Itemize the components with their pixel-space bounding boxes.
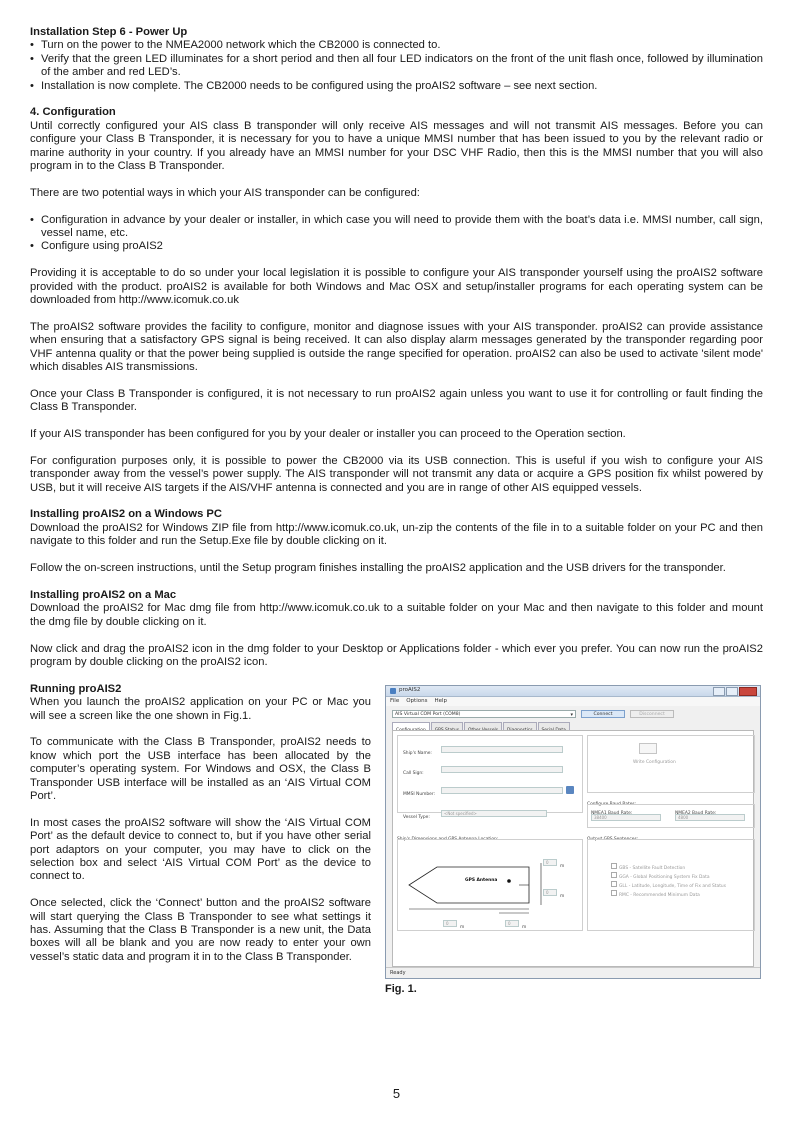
step6-bullet-list	[30, 39, 763, 93]
vessel-type-select: <Not specified>	[441, 810, 547, 817]
write-configuration-button: Write Configuration	[633, 759, 676, 765]
output-sentences-label: Output GPS Sentences:	[587, 836, 639, 842]
paragraph: There are two potential ways in which your AIS transponder can be configured:	[30, 186, 420, 199]
nmea1-select: 38400	[591, 814, 661, 821]
list-item: • Configure using proAIS2	[30, 240, 763, 253]
sentence-gbs: GBS - Satellite Fault Detection	[619, 865, 686, 871]
close-icon	[739, 687, 757, 696]
paragraph: When you launch the proAIS2 application on your PC or Mac you will see a screen like the one shown in Fig.1.	[30, 696, 371, 722]
paragraph: Follow the on-screen instructions, until the Setup program finishes installing the proAIS2 application and the USB drivers for the transponder.	[30, 562, 726, 575]
dim-field-a: 0	[543, 859, 557, 866]
mmsi-field	[441, 787, 563, 794]
dim-field-c: 0	[443, 920, 457, 927]
paragraph: Download the proAIS2 for Windows ZIP file from http://www.icomuk.co.uk, un-zip the contents of the file in to a suitable folder on your PC and then navigate to this folder and run the Setup.Exe file by double clicking on it.	[30, 521, 763, 548]
config-heading: 4. Configuration	[30, 106, 116, 119]
configuration-panel: Ship's Name: Call Sign: MMSI Number: Vessel Type: <Not specified> Write Configuration Configure Baud Rates: 38400 4800 Ship's Dimensions and GPS Antenna Location: GPS Antenna 0 m 0 m 0 m 0 m Output GPS Sentences: GBS - Satellite Fault Detection GGA - Global Positioning System Fix Data GLL - Latitude, Longitude, Time of Fix and Status RMC - Recommended Minimum Data	[392, 730, 754, 967]
page-body	[30, 26, 763, 1003]
window-title: proAIS2	[399, 687, 421, 693]
mac-heading: Installing proAIS2 on a Mac	[30, 588, 177, 601]
list-item: • Installation is now complete. The CB2000 needs to be configured using the proAIS2 software – see next section.	[30, 80, 763, 93]
sentence-rmc: RMC - Recommended Minimum Data	[619, 892, 700, 898]
menu-bar	[386, 697, 760, 706]
vessel-type-label: Vessel Type:	[403, 814, 430, 820]
menu-help: Help	[434, 697, 447, 704]
paragraph: Until correctly configured your AIS class B transponder will only receive AIS messages and will not transmit AIS messages. Before you can configure your Class B Transponder, it is necessary for you to have a unique MMSI number that has been issued to you by the relevant radio or marine authority in your country. If you already have an MMSI number for your DSC VHF Radio, then this is the MMSI number that you will also program in to the Class B Transponder.	[30, 119, 763, 173]
paragraph: To communicate with the Class B Transponder, proAIS2 needs to know which port the USB interface has been allocated by the computer’s operating system. For Windows and OSX, the Class B Transponder USB interface will be installed as an ‘AIS Virtual COM Port’.	[30, 736, 371, 802]
menu-file: File	[390, 697, 400, 704]
sentence-gll: GLL - Latitude, Longitude, Time of Fix and Status	[619, 883, 726, 889]
paragraph: For configuration purposes only, it is possible to power the CB2000 via its USB connection. This is useful if you wish to configure your AIS transponder away from the vessel’s power supply. The AIS transponder will not transmit any data or acquire a GPS position fix whilst powered by USB, but it will receive AIS targets if the AIS/VHF antenna is connected and you are in range of other AIS equipped vessels.	[30, 454, 763, 494]
paragraph: Once your Class B Transponder is configured, it is not necessary to run proAIS2 again unless you want to use it for controlling or fault finding the Class B Transponder.	[30, 387, 763, 414]
list-item: • Configuration in advance by your dealer or installer, in which case you will need to provide them with the boat’s data i.e. MMSI number, call sign, vessel name, etc.	[30, 214, 763, 241]
call-sign-field	[441, 766, 563, 773]
connect-button: Connect	[581, 710, 625, 718]
maximize-icon	[726, 687, 738, 696]
dropdown-arrow-icon: ▾	[570, 711, 573, 718]
port-select: AIS Virtual COM Port (COM8) ▾	[392, 710, 576, 718]
paragraph: Download the proAIS2 for Mac dmg file from http://www.icomuk.co.uk to a suitable folder on your Mac and then navigate to this folder and mount the dmg file by double clicking on it.	[30, 602, 763, 628]
sentence-gga: GGA - Global Positioning System Fix Data	[619, 874, 710, 880]
paragraph: The proAIS2 software provides the facility to configure, monitor and diagnose issues with your AIS transponder. proAIS2 can provide assistance when ensuring that a satisfactory GPS signal is being received. It can also display alarm messages generated by the transponder regarding poor VHF antenna quality or that the power being supplied is outside the range specified for operation. proAIS2 can also be used to activate 'silent mode' which disables AIS transmissions.	[30, 320, 763, 374]
write-icon	[639, 743, 657, 754]
running-section	[30, 683, 371, 964]
paragraph: Providing it is acceptable to do so under your local legislation it is possible to configure your AIS transponder yourself using the proAIS2 software provided with the product. proAIS2 is available for both Windows and Mac OSX and setup/installer programs for each operating system can be downloaded from http://www.icomuk.co.uk	[30, 267, 763, 307]
running-heading: Running proAIS2	[30, 682, 122, 695]
dim-field-b: 0	[543, 889, 557, 896]
config-bullet-list	[30, 214, 763, 254]
step6-heading: Installation Step 6 - Power Up	[30, 26, 188, 38]
gps-antenna-label: GPS Antenna	[465, 877, 498, 883]
dim-field-d: 0	[505, 920, 519, 927]
dimensions-label: Ship's Dimensions and GPS Antenna Location:	[397, 836, 499, 842]
proais2-window-screenshot	[385, 685, 761, 979]
ships-name-label: Ship's Name:	[403, 750, 432, 756]
paragraph: If your AIS transponder has been configured for you by your dealer or installer you can proceed to the Operation section.	[30, 428, 626, 441]
window-controls	[713, 687, 757, 696]
call-sign-label: Call Sign:	[403, 770, 424, 776]
list-item: • Verify that the green LED illuminates for a short period and then all four LED indicators on the front of the unit flash once, followed by illumination of the amber and red LED’s.	[30, 53, 763, 80]
ships-name-field	[441, 746, 563, 753]
windows-heading: Installing proAIS2 on a Windows PC	[30, 508, 222, 521]
page-number: 5	[392, 1086, 401, 1101]
app-icon	[390, 688, 396, 694]
paragraph: Now click and drag the proAIS2 icon in the dmg folder to your Desktop or Applications folder - which ever you prefer. You can now run the proAIS2 program by double clicking on the proAIS2 icon.	[30, 642, 763, 668]
figure-caption: Fig. 1.	[385, 982, 417, 995]
mmsi-info-icon	[566, 786, 574, 794]
paragraph: In most cases the proAIS2 software will show the ‘AIS Virtual COM Port’ as the default device to connect to, but if you have other serial port adaptors on your computer, you may have to click on the selection box and select ‘AIS Virtual COM Port’ as the device to connect to.	[30, 816, 371, 883]
minimize-icon	[713, 687, 725, 696]
nmea2-select: 4800	[675, 814, 745, 821]
list-item: • Turn on the power to the NMEA2000 network which the CB2000 is connected to.	[30, 39, 763, 52]
menu-options: Options	[406, 697, 428, 704]
disconnect-button: Disconnect	[630, 710, 674, 718]
status-bar: Ready	[386, 967, 760, 978]
baud-group-label: Configure Baud Rates:	[587, 801, 637, 807]
paragraph: Once selected, click the ‘Connect’ button and the proAIS2 software will start querying the Class B Transponder to see what settings it has. Assuming that the Class B Transponder is a new unit, the Data boxes will all be blank and you are now ready to enter your own vessel’s static data and program it in to the Class B Transponder.	[30, 897, 371, 963]
figure-1	[385, 685, 763, 996]
mmsi-label: MMSI Number:	[403, 791, 436, 797]
